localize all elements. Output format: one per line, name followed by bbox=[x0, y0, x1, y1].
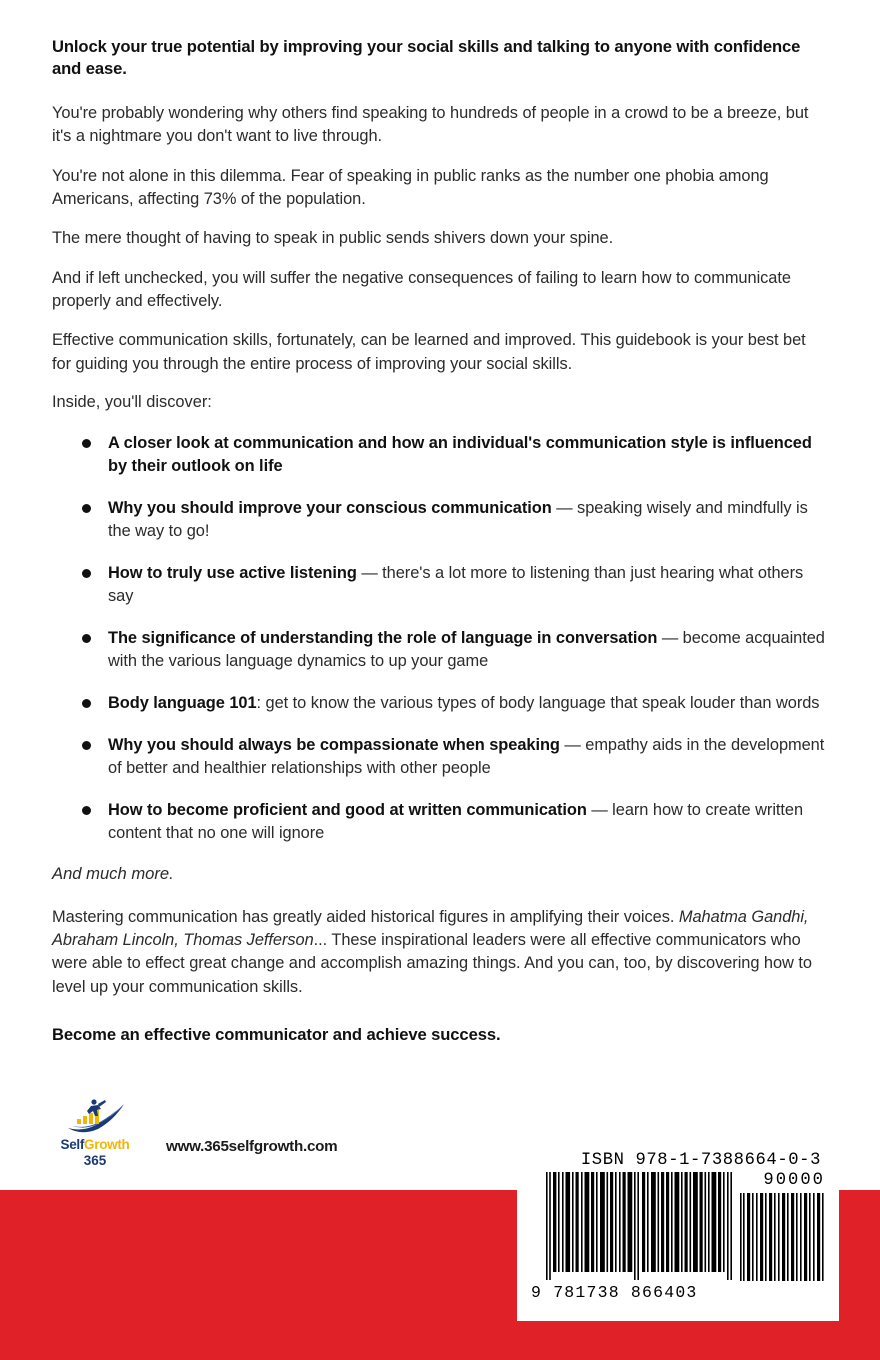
benefits-list bbox=[52, 432, 827, 845]
list-item bbox=[82, 562, 827, 608]
headline-lede: Unlock your true potential by improving your social skills and talking to anyone with confidence and ease. bbox=[52, 37, 801, 79]
historical-figure-names: Mahatma Gandhi, Abraham Lincoln, Thomas Jefferson bbox=[52, 907, 809, 949]
addon-barcode-group bbox=[739, 1172, 825, 1286]
cover-copy bbox=[52, 36, 827, 1045]
list-item bbox=[82, 627, 827, 673]
bullet-dot-icon bbox=[82, 439, 91, 448]
inside-discover-label: Inside, you'll discover: bbox=[52, 392, 212, 411]
publisher-footer bbox=[52, 1098, 337, 1167]
website-url[interactable]: www.365selfgrowth.com bbox=[166, 1138, 338, 1155]
bullet-dot-icon bbox=[82, 569, 91, 578]
logo-runner-swoosh-icon bbox=[60, 1098, 130, 1136]
paragraph-2: You're not alone in this dilemma. Fear of speaking in public ranks as the number one phobia among Americans, affecting 73% of the population. bbox=[52, 166, 769, 209]
bullet-dot-icon bbox=[82, 504, 91, 513]
bullet-dot-icon bbox=[82, 699, 91, 708]
logo-number-365: 365 bbox=[83, 1152, 107, 1168]
barcode-graphics bbox=[531, 1172, 825, 1304]
isbn-barcode-block bbox=[517, 1145, 839, 1321]
list-item bbox=[82, 734, 827, 780]
closing-part-2: ... These inspirational leaders were all effective communicators who were able to effect great change and accomplish amazing things. And you can, too, by discovering how to level up your communication skills. bbox=[52, 930, 812, 996]
logo-word-growth: Growth bbox=[84, 1137, 130, 1152]
closing-paragraph bbox=[52, 906, 827, 999]
paragraph-4: And if left unchecked, you will suffer the negative consequences of failing to learn how to communicate properly and effectively. bbox=[52, 268, 791, 310]
bullet-bold-text: How to truly use active listening bbox=[108, 563, 357, 582]
paragraph-1: You're probably wondering why others find speaking to hundreds of people in a crowd to be a breeze, but it's a nightmare you don't want to live through. bbox=[52, 104, 809, 146]
logo-wordmark bbox=[52, 1138, 138, 1152]
closing-part-1: Mastering communication has greatly aided historical figures in amplifying their voices. bbox=[52, 907, 679, 926]
and-much-more-text: And much more. bbox=[52, 863, 174, 883]
bullet-bold-text: Why you should improve your conscious communication bbox=[108, 499, 552, 518]
paragraph-5: Effective communication skills, fortunately, can be learned and improved. This guidebook is your best bet for guiding you through the entire process of improving your social skills. bbox=[52, 331, 806, 373]
price-code-digits: 90000 bbox=[763, 1171, 825, 1190]
bullet-dot-icon bbox=[82, 741, 91, 750]
bullet-bold-text: Body language 101 bbox=[108, 693, 257, 712]
bullet-dot-icon bbox=[82, 634, 91, 643]
paragraph-3: The mere thought of having to speak in public sends shivers down your spine. bbox=[52, 229, 614, 248]
selfgrowth-logo bbox=[52, 1098, 138, 1167]
bullet-rest-text: — become acquainted with the various language dynamics to up your game bbox=[108, 628, 825, 670]
logo-word-self: Self bbox=[60, 1137, 85, 1152]
bullet-rest-text: — empathy aids in the development of better and healthier relationships with other people bbox=[108, 735, 825, 777]
bullet-rest-text: : get to know the various types of body language that speak louder than words bbox=[256, 693, 820, 712]
list-item bbox=[82, 692, 827, 715]
list-item bbox=[82, 799, 827, 845]
bullet-rest-text: — learn how to create written content that no one will ignore bbox=[108, 800, 804, 842]
isbn-number-text: ISBN 978-1-7388664-0-3 bbox=[580, 1151, 821, 1170]
ean-human-readable-digits: 9 781738 866403 bbox=[531, 1283, 698, 1302]
bullet-rest-text: — speaking wisely and mindfully is the way to go! bbox=[108, 499, 808, 540]
bullet-rest-text: — there's a lot more to listening than just hearing what others say bbox=[108, 563, 804, 605]
bullet-bold-text: A closer look at communication and how an individual's communication style is influenced by their outlook on life bbox=[108, 434, 812, 476]
list-item bbox=[82, 497, 827, 543]
call-to-action-text: Become an effective communicator and achieve success. bbox=[52, 1024, 501, 1044]
bullet-bold-text: Why you should always be compassionate when speaking bbox=[108, 735, 560, 754]
bullet-dot-icon bbox=[82, 806, 91, 815]
ean13-barcode-icon bbox=[545, 1172, 741, 1280]
bullet-bold-text: The significance of understanding the role of language in conversation bbox=[108, 628, 658, 647]
ean5-addon-barcode-icon bbox=[739, 1193, 825, 1281]
bullet-bold-text: How to become proficient and good at written communication bbox=[108, 800, 587, 819]
list-item bbox=[82, 432, 827, 478]
